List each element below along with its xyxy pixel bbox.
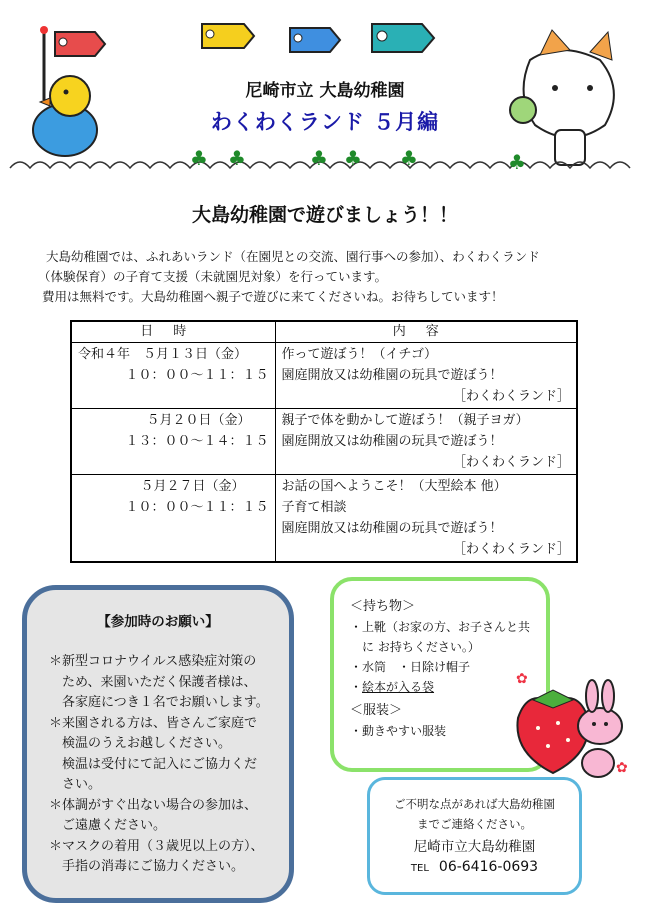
clover-icon: ♣: [310, 146, 328, 170]
schedule-table: [70, 320, 578, 563]
schedule-date: ５月２７日（金）: [140, 479, 245, 494]
notice-line: ＊来園される方は、皆さんご家庭で: [49, 715, 258, 731]
contact-line: ご不明な点があれば大島幼稚園: [394, 797, 555, 811]
contact-tel: 06-6416-0693: [438, 859, 539, 875]
table-row: [71, 343, 577, 409]
belongings-item: に お持ちください。）: [350, 640, 480, 654]
clothing-item: ・動きやすい服装: [350, 724, 447, 738]
belongings-item: ・絵本が入る袋: [350, 680, 435, 694]
clover-icon: ♣: [400, 146, 418, 170]
contact-line: までご連絡ください。: [417, 817, 532, 831]
strawberry-rabbit-illustration: [508, 668, 638, 788]
school-title: 尼崎市立 大島幼稚園: [245, 81, 405, 101]
schedule-activity: 子育て相談: [281, 500, 347, 515]
schedule-activity: 園庭開放又は幼稚園の玩具で遊ぼう！: [281, 521, 503, 536]
header-content: 内容: [275, 321, 577, 343]
belongings-item: ・上靴（お家の方、お子さんと共: [350, 620, 531, 634]
clover-icon: ♣: [344, 146, 362, 170]
belongings-title: ＜持ち物＞: [350, 599, 416, 614]
contact-box: [367, 777, 582, 895]
schedule-activity: 園庭開放又は幼稚園の玩具で遊ぼう！: [281, 434, 503, 449]
schedule-activity: 園庭開放又は幼稚園の玩具で遊ぼう！: [281, 368, 503, 383]
clover-icon: ♣: [190, 146, 208, 170]
svg-text:✿: ✿: [616, 760, 628, 776]
schedule-tag: ［わくわくランド］: [452, 455, 570, 470]
schedule-date: ５月２０日（金）: [146, 413, 251, 428]
schedule-time: １０：００～１１：１５: [125, 500, 269, 515]
intro-line-1: 大島幼稚園では、ふれあいランド（在園児との交流、園行事への参加）、わくわくランド: [46, 249, 540, 264]
clover-icon: ♣: [228, 146, 246, 170]
contact-name: 尼崎市立大島幼稚園: [413, 839, 536, 855]
schedule-time: １０：００～１１：１５: [125, 368, 269, 383]
notice-line: ＊体調がすぐ出ない場合の参加は、: [49, 797, 258, 813]
intro-line-2: （体験保育）の子育て支援（未就園児対象）を行っています。: [38, 269, 388, 284]
notice-box: [22, 585, 294, 903]
notice-line: ご遠慮ください。: [49, 818, 167, 833]
intro-line-3: 費用は無料です。大島幼稚園へ親子で遊びに来てくださいね。お待ちしています！: [42, 289, 504, 304]
tel-label: TEL: [410, 863, 429, 874]
schedule-header-row: [71, 321, 577, 343]
notice-line: ＊新型コロナウイルス感染症対策の: [49, 654, 257, 669]
svg-text:✿: ✿: [516, 671, 528, 687]
belongings-item: ・水筒 ・日除け帽子: [350, 660, 471, 674]
notice-title: 【参加時のお願い】: [97, 614, 219, 630]
notice-line: ため、来園いただく保護者様は、: [49, 674, 257, 690]
schedule-date: 令和４年 ５月１３日（金）: [78, 347, 248, 362]
contact-body: [370, 794, 579, 879]
notice-line: 手指の消毒にご協力ください。: [49, 859, 245, 874]
schedule-activity: 親子で体を動かして遊ぼう！（親子ヨガ）: [281, 413, 529, 428]
notice-line: 検温は受付にて記入にご協力くだ: [49, 756, 258, 772]
belongings-body: [350, 597, 530, 741]
table-row: [71, 475, 577, 563]
belongings-item-bag: 絵本が入る袋: [362, 680, 435, 694]
header-datetime: 日時: [71, 321, 275, 343]
notice-line: 検温のうえお越しください。: [49, 736, 232, 751]
program-title: わくわくランド ５月編: [210, 110, 440, 134]
schedule-tag: ［わくわくランド］: [452, 542, 570, 557]
clover-icon: ♣: [508, 150, 526, 174]
contact-tel-row: [370, 857, 579, 879]
notice-line: さい。: [49, 777, 102, 792]
schedule-tag: ［わくわくランド］: [452, 389, 570, 404]
table-row: [71, 409, 577, 475]
schedule-activity: お話の国へようこそ！（大型絵本 他）: [281, 479, 507, 494]
notice-line: 各家庭につき１名でお願いします。: [49, 695, 269, 710]
schedule-activity: 作って遊ぼう！（イチゴ）: [281, 347, 437, 362]
notice-line: ＊マスクの着用（３歳児以上の方）、: [49, 838, 264, 854]
clothing-title: ＜服装＞: [350, 703, 403, 718]
schedule-time: １３：００～１４：１５: [125, 434, 269, 449]
headline: 大島幼稚園で遊びましょう！！: [191, 204, 458, 226]
notice-body: [49, 652, 289, 878]
